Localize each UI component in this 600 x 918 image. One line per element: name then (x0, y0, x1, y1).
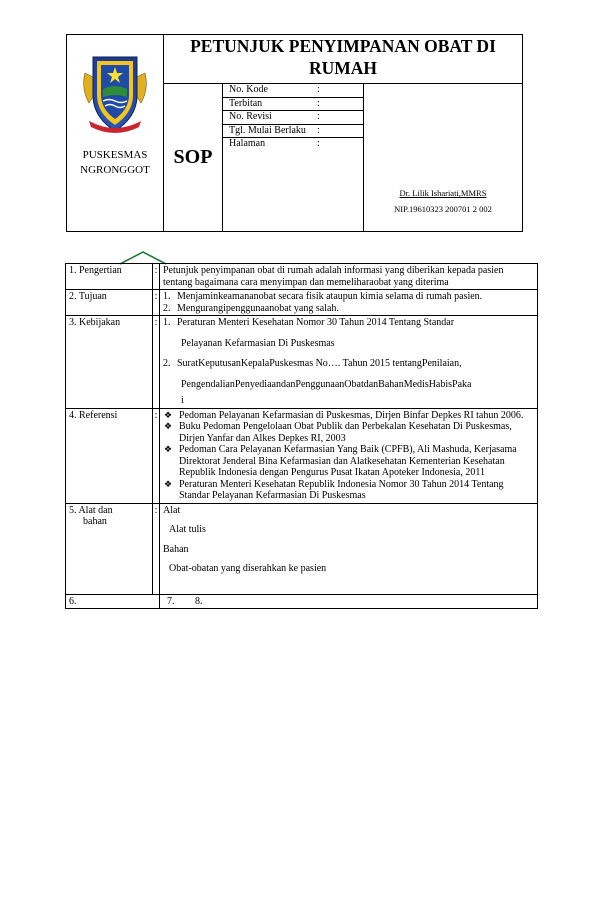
title-line-1: PETUNJUK PENYIMPANAN OBAT DI (190, 36, 496, 56)
document-title (164, 35, 523, 84)
meta-terbitan: Terbitan : (223, 98, 363, 112)
list-item: 2. Mengurangipenggunaanobat yang salah. (163, 302, 339, 314)
label-alat-bahan: 5. Alat dan bahan (66, 503, 153, 594)
cell-8: 8. (195, 595, 203, 607)
bahan-heading: Bahan (163, 543, 189, 555)
bullet-icon: ❖ (164, 478, 173, 489)
title-line-2: RUMAH (308, 58, 378, 78)
org-line-1: PUSKESMAS (82, 149, 148, 161)
row-kebijakan (66, 316, 538, 409)
text-kebijakan (160, 316, 538, 409)
colon: : (153, 408, 160, 503)
row-last (66, 594, 538, 609)
colon: : (153, 503, 160, 594)
row-tujuan (66, 290, 538, 316)
org-line-2: NGRONGGOT (80, 164, 150, 176)
list-item: ❖ Peraturan Menteri Kesehatan Republik Indonesia Nomor 30 Tahun 2014 Tentang Standar Pelayanan Kefarmasian Di Puskesmas (164, 478, 504, 501)
meta-halaman: Halaman : (229, 138, 320, 149)
text-pengertian: Petunjuk penyimpanan obat di rumah adalah informasi yang diberikan kepada pasien tentang bagaimana cara menyimpan dan memeliharaobat yang diterima (160, 264, 538, 290)
kebijakan-item1-cont: Pelayanan Kefarmasian Di Puskesmas (181, 337, 335, 349)
list-item: 1. Menjaminkeamananobat secara fisik ataupun kimia selama di rumah pasien. (163, 291, 483, 302)
kebijakan-item2-cont2: i (181, 395, 184, 406)
sop-content-table (65, 263, 538, 609)
row-alat-bahan (66, 503, 538, 594)
list-item: 1. Peraturan Menteri Kesehatan Nomor 30 Tahun 2014 Tentang Standar (163, 317, 455, 328)
document-meta (223, 84, 364, 232)
logo-cell (67, 35, 164, 232)
colon: : (153, 316, 160, 409)
text-tujuan (160, 290, 538, 316)
label-kebijakan: 3. Kebijakan (66, 316, 153, 409)
cell-7-8 (160, 594, 538, 609)
label-tujuan: 2. Tujuan (66, 290, 153, 316)
text-alat-bahan (160, 503, 538, 594)
kebijakan-item2-cont: PengendalianPenyediaandanPenggunaanObatdanBahanMedisHabisPaka (181, 378, 472, 390)
sop-label: SOP (164, 84, 223, 232)
colon: : (153, 290, 160, 316)
list-item: 2. SuratKeputusanKepalaPuskesmas No…. Tahun 2015 tentangPenilaian, (163, 358, 462, 369)
signer-name: Dr. Lilik Ishariati,MMRS (399, 188, 487, 198)
bullet-icon: ❖ (164, 444, 173, 454)
meta-no-kode: No. Kode : (223, 84, 363, 98)
meta-tgl-mulai: Tgl. Mulai Berlaku : (223, 125, 363, 139)
puskesmas-logo-icon (79, 51, 151, 135)
bahan-item: Obat-obatan yang diserahkan ke pasien (169, 563, 327, 574)
list-item: ❖ Pedoman Cara Pelayanan Kefarmasian Yang Baik (CPFB), Ali Mashuda, Kerjasama Direktorat Jenderal Bina Kefarmasian dan Alatkesehatan Kementerian Kesehatan Republik Indonesia dengan Pengurus Pusat Ikatan Apoteker Indonesia, 2011 (164, 444, 517, 478)
colon: : (153, 264, 160, 290)
bullet-icon: ❖ (164, 421, 173, 431)
row-referensi (66, 408, 538, 503)
cell-6: 6. (66, 594, 160, 609)
label-referensi: 4. Referensi (66, 408, 153, 503)
cell-7: 7. (167, 595, 175, 607)
alat-item: Alat tulis (169, 524, 206, 535)
list-item: ❖ Buku Pedoman Pengelolaan Obat Publik dan Perbekalan Kesehatan Di Puskesmas, Dirjen Yanfar dan Alkes Depkes RI, 2003 (164, 421, 512, 444)
sop-header (66, 34, 523, 232)
label-pengertian: 1. Pengertian (66, 264, 153, 290)
meta-no-revisi: No. Revisi : (223, 111, 363, 125)
signature-block (364, 84, 523, 232)
organization-name (67, 148, 163, 178)
row-pengertian (66, 264, 538, 290)
bullet-icon: ❖ (164, 409, 173, 420)
alat-heading: Alat (163, 504, 181, 516)
signer-nip: NIP.19610323 200701 2 002 (394, 204, 492, 214)
text-referensi (160, 408, 538, 503)
list-item: ❖ Pedoman Pelayanan Kefarmasian di Puskesmas, Dirjen Binfar Depkes RI tahun 2006. (164, 409, 524, 421)
